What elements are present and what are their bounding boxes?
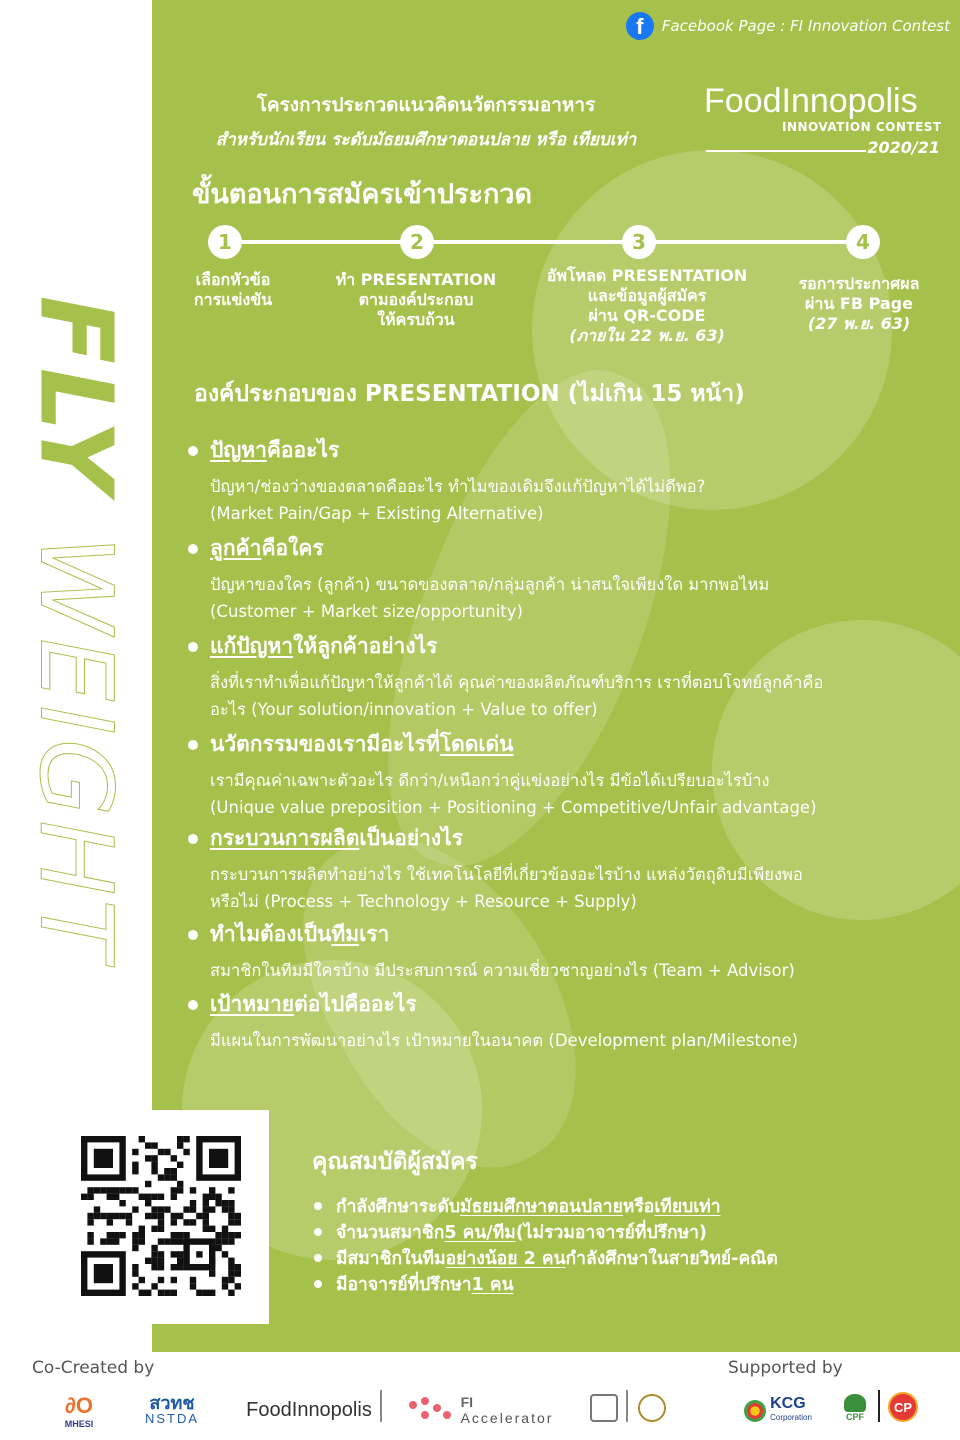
bullet-icon [188,740,198,750]
component-head-rest: ต่อไปคืออะไร [294,992,417,1016]
qr-code-box[interactable] [65,1110,269,1324]
step-number-3: 3 [622,225,656,259]
component-head-rest: คือใคร [261,536,324,560]
component-body-line: (Customer + Market size/opportunity) [210,602,523,621]
component-body-line: มีแผนในการพัฒนาอย่างไร เป้าหมายในอนาคต (Development plan/Milestone) [210,1031,799,1050]
fi-accelerator-bottom: Accelerator [460,1410,554,1426]
step-4-text [776,274,942,334]
qual-underlined: มัธยมศึกษาตอนปลาย [460,1197,623,1217]
bullet-icon [188,834,198,844]
component-body-line: หรือไม่ (Process + Technology + Resource + Supply) [210,892,637,911]
component-head [188,918,928,951]
supported-label: Supported by [728,1358,843,1378]
bullet-icon [314,1280,322,1288]
foodinnopolis-logo-text: FoodInnopolis [246,1398,372,1421]
logo-separator [380,1390,382,1422]
step-line: ตามองค์ประกอบ [358,290,474,309]
kcg-flower-icon [744,1400,766,1422]
component-body [210,669,928,723]
qualification-item [314,1270,514,1298]
component-body-line: สมาชิกในทีมมีใครบ้าง มีประสบการณ์ ความเชี่ยวชาญอย่างไร (Team + Advisor) [210,961,795,980]
facebook-icon: f [626,12,654,40]
component-head-underlined: ลูกค้า [210,536,262,560]
partner-emblem-logo [586,1390,622,1426]
component-item-solution [188,630,928,723]
cpf-text: CPF [846,1412,864,1422]
bullet-icon [188,930,198,940]
step-note: (27 พ.ย. 63) [807,314,911,333]
bullet-icon [188,1000,198,1010]
step-line: รอการประกาศผล [798,274,920,293]
facebook-page-text: Facebook Page : FI Innovation Contest [661,17,950,35]
step-line: ให้ครบถ้วน [377,310,455,329]
nstda-logo [122,1390,222,1432]
component-head-rest: เรา [359,922,390,946]
fi-accelerator-dots-icon [409,1397,453,1423]
cpf-leaf-icon [844,1394,866,1412]
step-1-text [158,270,308,310]
mhesi-logo [54,1390,104,1432]
qual-text: มีอาจารย์ที่ปรึกษา [336,1275,472,1295]
component-head [188,630,928,663]
bullet-icon [188,544,198,554]
component-head [188,988,928,1021]
cp-circle-text: CP [888,1392,918,1422]
bullet-icon [314,1254,322,1262]
component-body [210,767,928,821]
component-head-underlined: เป้าหมาย [210,992,295,1016]
qr-code-icon[interactable] [81,1136,241,1296]
fi-logo-subtitle: INNOVATION CONTEST [782,120,942,134]
qual-text: กำลังศึกษาระดับ [336,1197,461,1217]
project-title-line2 [176,126,676,153]
qualification-item [314,1244,778,1272]
project-audience-prefix: สำหรับนักเรียน [215,130,326,150]
qual-underlined: 1 คน [471,1275,514,1295]
qual-underlined: เทียบเท่า [654,1197,721,1217]
component-item-process [188,822,928,915]
vertical-title [18,295,135,964]
component-head-rest: คืออะไร [266,438,340,462]
qualification-item [314,1218,707,1246]
component-head-underlined: กระบวนการผลิต [210,826,360,850]
step-number-4: 4 [846,225,880,259]
nstda-text: NSTDA [144,1411,200,1426]
step-note: (ภายใน 22 พ.ย. 63) [569,326,725,345]
step-line: และข้อมูลผู้สมัคร [587,286,707,305]
component-head [188,434,928,467]
bullet-icon [188,642,198,652]
component-item-innovation [188,728,928,821]
kcg-name: KCG [770,1395,806,1412]
qual-text: กำลังศึกษาในสายวิทย์-คณิต [565,1249,778,1269]
component-body [210,473,928,527]
component-body-line: (Unique value preposition + Positioning + Competitive/Unfair advantage) [210,798,817,817]
step-line: ผ่าน QR-CODE [588,306,706,325]
fi-accelerator-top: FI [460,1394,474,1410]
qual-underlined: อย่างน้อย 2 คน [445,1249,566,1269]
steps-heading: ขั้นตอนการสมัครเข้าประกวด [192,179,533,210]
component-head-underlined: ทีม [331,922,360,946]
kcg-text [770,1397,812,1425]
component-body-line: สิ่งที่เราทำเพื่อแก้ปัญหาให้ลูกค้าได้ คุณค่าของผลิตภัณฑ์บริการ เราที่ตอบโจทย์ลูกค้าคือ [210,673,824,692]
kcg-sub: Corporation [770,1413,812,1422]
qual-underlined: 5 คน/ทีม [444,1223,516,1243]
qual-text: หรือ [622,1197,655,1217]
qualification-item [314,1192,721,1220]
project-title [176,90,676,153]
food-factors-icon [638,1394,666,1422]
component-body [210,957,928,984]
component-head-pre: นวัตกรรมของเรามีอะไรที่ [210,732,440,756]
steps-connector-line [226,240,866,244]
component-item-team [188,918,928,984]
cpf-logo [840,1390,870,1426]
step-line: ทำ PRESENTATION [335,270,497,289]
presentation-heading: องค์ประกอบของ PRESENTATION (ไม่เกิน 15 หน้า) [194,381,745,407]
qualifications-heading: คุณสมบัติผู้สมัคร [312,1149,478,1175]
step-line: ผ่าน FB Page [805,294,913,313]
component-head [188,728,928,761]
project-audience-level: ระดับมัธยมศึกษาตอนปลาย หรือ เทียบเท่า [331,130,637,150]
qual-text: (ไม่รวมอาจารย์ที่ปรึกษา) [515,1223,707,1243]
fi-logo-year: 2020/21 [867,138,940,157]
qual-text: จำนวนสมาชิก [336,1223,445,1243]
component-body [210,571,928,625]
logo-separator [626,1390,628,1422]
co-created-label: Co-Created by [32,1358,155,1378]
step-line: เลือกหัวข้อ [195,270,271,289]
component-item-customer [188,532,928,625]
facebook-page-link[interactable] [626,12,950,40]
step-3-text [528,266,766,346]
fi-logo-brand: FoodInnopolis [704,82,918,120]
component-body-line: (Market Pain/Gap + Existing Alternative) [210,504,544,523]
component-head-underlined: โดดเด่น [439,732,514,756]
component-body-line: ปัญหา/ช่องว่างของตลาดคืออะไร ทำไมของเดิมจึงแก้ปัญหาได้ไม่ดีพอ? [210,477,706,496]
component-head-underlined: ปัญหา [210,438,267,462]
component-item-problem [188,434,928,527]
vertical-title-weight: WEIGHT [17,535,135,965]
vertical-title-fly: FLY [17,295,135,536]
bullet-icon [314,1228,322,1236]
mhesi-mark-icon: ∂O [65,1393,93,1418]
component-body-line: กระบวนการผลิตทำอย่างไร ใช้เทคโนโลยีที่เกี่ยวข้องอะไรบ้าง แหล่งวัตถุดิบมีเพียงพอ [210,865,803,884]
bullet-icon [188,446,198,456]
fi-logo-rule [706,150,866,152]
step-number-1: 1 [208,225,242,259]
component-body [210,1027,928,1054]
qual-text: มีสมาชิกในทีม [336,1249,446,1269]
nstda-thai-text: สวทช [149,1393,195,1413]
kcg-logo [736,1390,820,1432]
cp-logo [886,1390,920,1424]
step-number-2: 2 [400,225,434,259]
foodinnopolis-logo [244,1390,374,1430]
step-line: อัพโหลด PRESENTATION [546,266,748,285]
logo-separator [878,1390,880,1422]
project-title-line1: โครงการประกวดแนวคิดนวัตกรรมอาหาร [256,94,596,116]
food-factors-logo [634,1390,670,1426]
foodinnopolis-contest-logo [704,82,944,160]
bullet-icon [314,1202,322,1210]
emblem-icon [590,1394,618,1422]
component-head [188,822,928,855]
component-body [210,861,928,915]
component-body-line: เรามีคุณค่าเฉพาะตัวอะไร ดีกว่า/เหนือกว่าคู่แข่งอย่างไร มีข้อได้เปรียบอะไรบ้าง [210,771,770,790]
component-body-line: ปัญหาของใคร (ลูกค้า) ขนาดของตลาด/กลุ่มลูกค้า น่าสนใจเพียงใด มากพอไหม [210,575,770,594]
component-body-line: อะไร (Your solution/innovation + Value to offer) [210,700,598,719]
mhesi-logo-text: MHESI [64,1419,94,1429]
component-head-rest: เป็นอย่างไร [359,826,464,850]
component-head-underlined: แก้ปัญหา [210,634,294,658]
fi-accelerator-logo [396,1390,566,1430]
fi-accelerator-text [461,1394,554,1426]
component-head [188,532,928,565]
component-item-goal [188,988,928,1054]
step-line: การแข่งขัน [193,290,273,309]
component-head-rest: ให้ลูกค้าอย่างไร [293,634,438,658]
step-2-text [318,270,514,330]
component-head-pre: ทำไมต้องเป็น [210,922,332,946]
